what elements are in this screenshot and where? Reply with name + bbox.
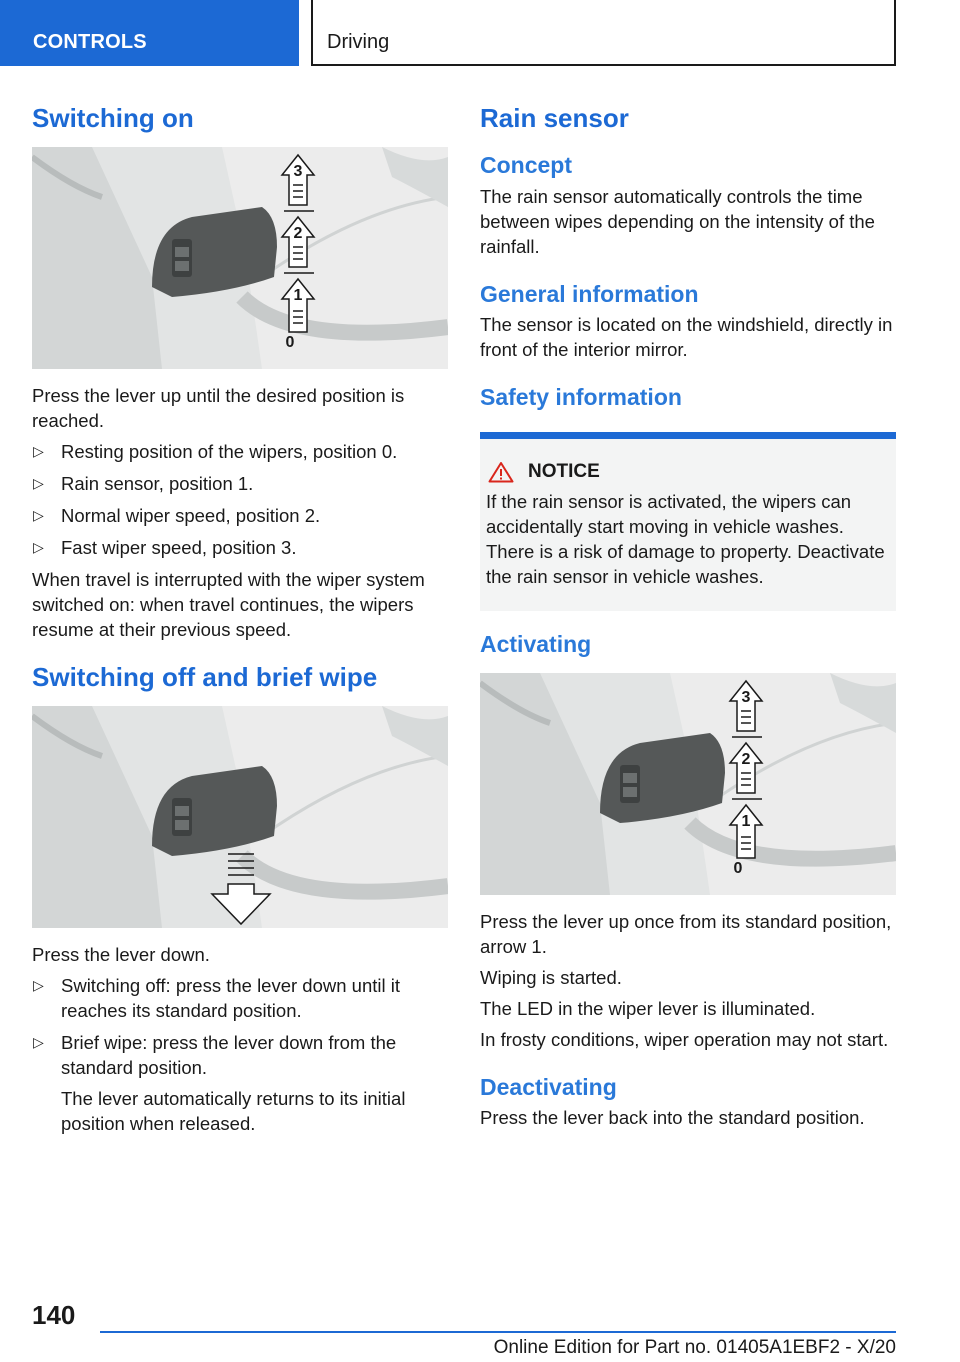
heading-deactivating: Deactivating xyxy=(480,1073,617,1100)
chapter-title: Driving xyxy=(311,0,896,66)
bullet-triangle-icon: ▷ xyxy=(33,507,44,524)
activating-text-4: In frosty conditions, wiper operation may not start. xyxy=(480,1028,889,1050)
list-item: ▷ Switching off: press the lever down until it reaches its standard position. xyxy=(33,975,400,1022)
general-information-text: The sensor is located on the windshield, directly in front of the interior mirror. xyxy=(480,314,893,361)
footer-divider xyxy=(100,1331,896,1333)
label-position-2: 2 xyxy=(741,750,751,768)
bullet-triangle-icon: ▷ xyxy=(33,475,44,492)
bullet-triangle-icon: ▷ xyxy=(33,443,44,460)
label-position-3: 3 xyxy=(293,163,303,181)
list-item: ▷ Resting position of the wipers, position 0. xyxy=(33,441,398,463)
figure-wiper-lever-down xyxy=(32,706,448,928)
left-column xyxy=(32,96,448,1143)
label-position-0: 0 xyxy=(733,859,743,877)
heading-activating: Activating xyxy=(480,630,592,657)
activating-text-2: Wiping is started. xyxy=(480,966,622,988)
switching-off-intro: Press the lever down. xyxy=(32,944,210,966)
bullet-triangle-icon: ▷ xyxy=(33,977,44,994)
bullet-triangle-icon: ▷ xyxy=(33,1034,44,1051)
activating-text-1: Press the lever up once from its standard position, arrow 1. xyxy=(480,910,892,957)
label-position-0: 0 xyxy=(285,334,295,352)
page-number: 140 xyxy=(32,1300,76,1330)
label-position-1: 1 xyxy=(293,287,303,305)
notice-label: NOTICE xyxy=(528,460,600,482)
notice-text: If the rain sensor is activated, the wipers can accidentally start moving in vehicle washes. There is a risk of damage to property. Deactivate the rain sensor in vehicle washes. xyxy=(486,490,885,587)
wiper-lever-down-illustration xyxy=(32,706,448,928)
deactivating-text: Press the lever back into the standard position. xyxy=(480,1107,865,1129)
heading-rain-sensor: Rain sensor xyxy=(480,103,629,133)
heading-concept: Concept xyxy=(480,152,572,179)
notice-header xyxy=(486,461,888,483)
notice-box xyxy=(480,432,896,611)
heading-switching-on: Switching on xyxy=(32,103,194,133)
heading-general-information: General information xyxy=(480,280,699,307)
list-item: ▷ Rain sensor, position 1. xyxy=(33,473,254,495)
rain-sensor-lever-illustration xyxy=(480,673,896,895)
section-tab: CONTROLS xyxy=(0,0,299,66)
list-item-subtext: The lever automatically returns to its initial position when released. xyxy=(61,1088,406,1135)
list-item: ▷ Fast wiper speed, position 3. xyxy=(33,537,297,559)
label-position-3: 3 xyxy=(741,688,751,706)
switching-on-note: When travel is interrupted with the wiper system switched on: when travel continues, the wipers resume at their previous speed. xyxy=(32,569,425,641)
heading-switching-off: Switching off and brief wipe xyxy=(32,662,378,693)
figure-wiper-lever-up xyxy=(32,147,448,369)
heading-safety-information: Safety information xyxy=(480,384,682,411)
switching-off-list xyxy=(32,973,448,1136)
activating-text-3: The LED in the wiper lever is illuminated. xyxy=(480,997,816,1019)
label-position-2: 2 xyxy=(293,225,303,243)
list-item: ▷ Brief wipe: press the lever down from the standard position. The lever automatically returns to its initial position when released. xyxy=(32,1030,448,1136)
label-position-1: 1 xyxy=(741,812,751,830)
page-header xyxy=(0,0,960,66)
list-item: ▷ Normal wiper speed, position 2. xyxy=(33,505,321,527)
right-column xyxy=(480,96,896,1136)
bullet-triangle-icon: ▷ xyxy=(33,539,44,556)
switching-on-intro: Press the lever up until the desired position is reached. xyxy=(32,385,405,432)
warning-triangle-icon xyxy=(488,461,514,483)
figure-rain-sensor-lever xyxy=(480,673,896,895)
wiper-lever-up-illustration xyxy=(32,147,448,369)
concept-text: The rain sensor automatically controls the time between wipes depending on the intensity of the rainfall. xyxy=(480,185,875,257)
switching-on-list xyxy=(32,439,448,560)
footer-edition: Online Edition for Part no. 01405A1EBF2 - X/20 xyxy=(493,1337,896,1358)
